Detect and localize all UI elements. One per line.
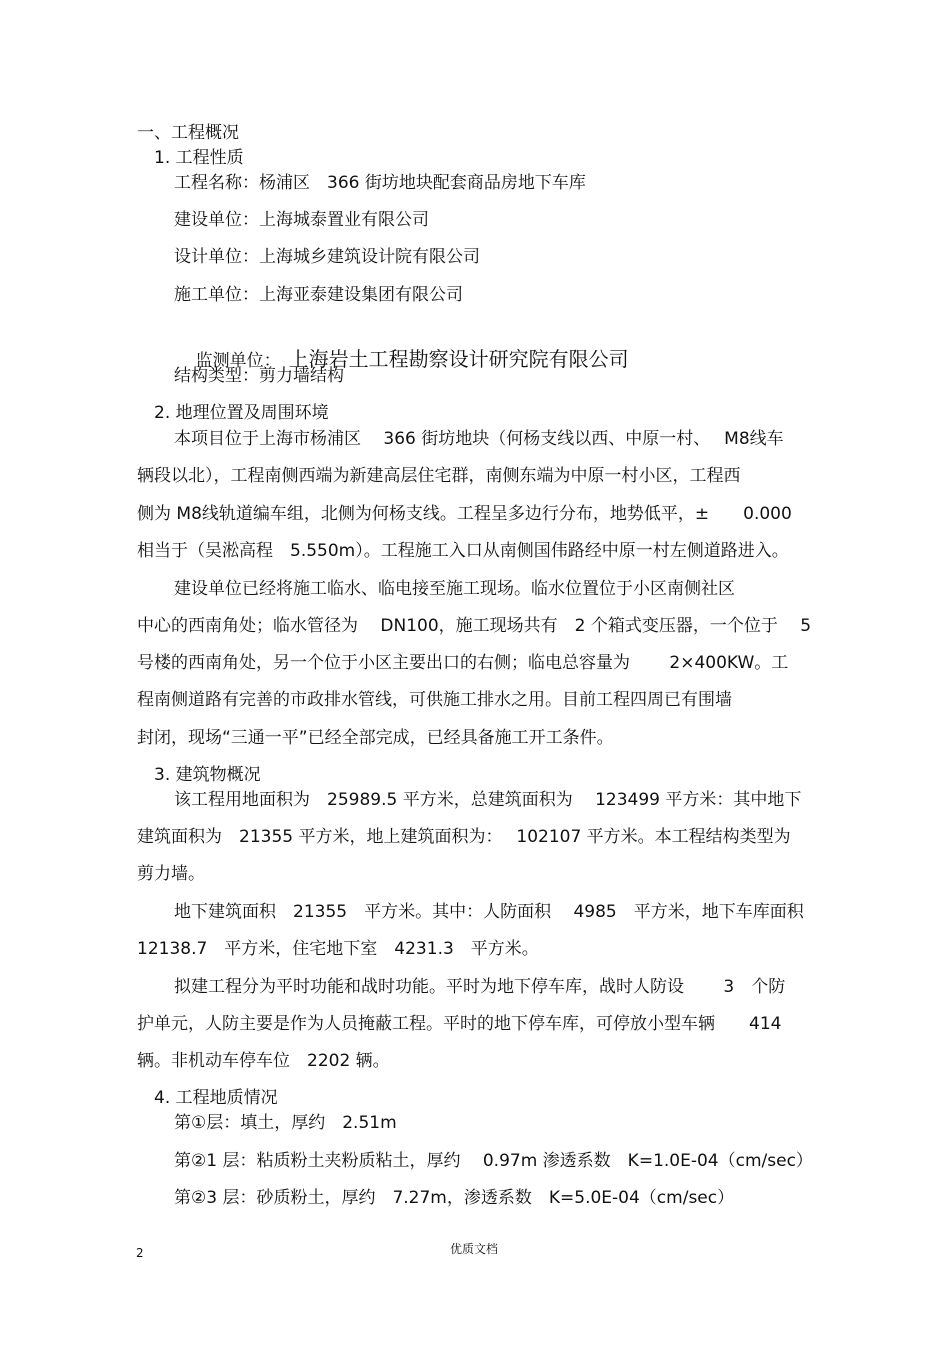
geology-layer: 第②1 层：粘质粉土夹粉质粘土，厚约 0.97m 渗透系数 K=1.0E-04（cm/sec） <box>174 1151 813 1171</box>
paragraph-line: 中心的西南角处；临水管径为 DN100，施工现场共有 2 个箱式变压器，一个位于 5 <box>137 616 812 636</box>
paragraph-line: 该工程用地面积为 25989.5 平方米，总建筑面积为 123499 平方米：其中地下 <box>174 790 802 810</box>
paragraph-line: 12138.7 平方米，住宅地下室 4231.3 平方米。 <box>137 939 539 959</box>
paragraph-line: 本项目位于上海市杨浦区 366 街坊地块（何杨支线以西、中原一村、 M8线车 <box>174 429 784 449</box>
heading-location: 2. 地理位置及周围环境 <box>154 403 329 423</box>
designer-line: 设计单位：上海城乡建筑设计院有限公司 <box>174 247 480 267</box>
heading-project-nature: 1. 工程性质 <box>154 148 244 168</box>
geology-layer: 第①层：填土，厚约 2.51m <box>174 1113 397 1133</box>
paragraph-line: 地下建筑面积 21355 平方米。其中：人防面积 4985 平方米，地下车库面积 <box>174 902 804 922</box>
paragraph-line: 封闭，现场“三通一平”已经全部完成，已经具备施工开工条件。 <box>137 728 614 748</box>
paragraph-line: 建筑面积为 21355 平方米，地上建筑面积为： 102107 平方米。本工程结构类型为 <box>137 827 791 847</box>
paragraph-line: 护单元，人防主要是作为人员掩蔽工程。平时的地下停车库，可停放小型车辆 414 <box>137 1014 782 1034</box>
page-number: 2 <box>136 1246 144 1260</box>
heading-building: 3. 建筑物概况 <box>154 765 261 785</box>
paragraph-line: 相当于（吴淞高程 5.550m）。工程施工入口从南侧国伟路经中原一村左侧道路进入。 <box>137 541 789 561</box>
paragraph-line: 剪力墙。 <box>137 864 205 884</box>
paragraph-line: 号楼的西南角处，另一个位于小区主要出口的右侧；临电总容量为 2×400KW。工 <box>137 653 789 673</box>
paragraph-line: 辆。非机动车停车位 2202 辆。 <box>137 1051 390 1071</box>
paragraph-line: 拟建工程分为平时功能和战时功能。平时为地下停车库，战时人防设 3 个防 <box>174 977 786 997</box>
paragraph-line: 建设单位已经将施工临水、临电接至施工现场。临水位置位于小区南侧社区 <box>174 579 735 599</box>
geology-layer: 第②3 层：砂质粉土，厚约 7.27m，渗透系数 K=5.0E-04（cm/sec） <box>174 1188 735 1208</box>
paragraph-line: 程南侧道路有完善的市政排水管线，可供施工排水之用。目前工程四周已有围墙 <box>137 690 732 710</box>
section-title: 一、工程概况 <box>137 123 239 143</box>
contractor-line: 施工单位：上海亚泰建设集团有限公司 <box>174 285 463 305</box>
footer-text: 优质文档 <box>450 1242 499 1256</box>
owner-line: 建设单位：上海城泰置业有限公司 <box>174 210 429 230</box>
monitor-label: 监测单位： <box>195 351 281 371</box>
monitor-value: 上海岩土工程勘察设计研究院有限公司 <box>288 347 629 371</box>
paragraph-line: 辆段以北），工程南侧西端为新建高层住宅群，南侧东端为中原一村小区，工程西 <box>137 466 741 486</box>
paragraph-line: 侧为 M8线轨道编车组，北侧为何杨支线。工程呈多边行分布，地势低平，± 0.000 <box>137 504 792 524</box>
heading-geology: 4. 工程地质情况 <box>154 1088 278 1108</box>
project-name-line: 工程名称：杨浦区 366 街坊地块配套商品房地下车库 <box>174 173 586 193</box>
structure-line: 结构类型：剪力墙结构 <box>174 366 344 386</box>
